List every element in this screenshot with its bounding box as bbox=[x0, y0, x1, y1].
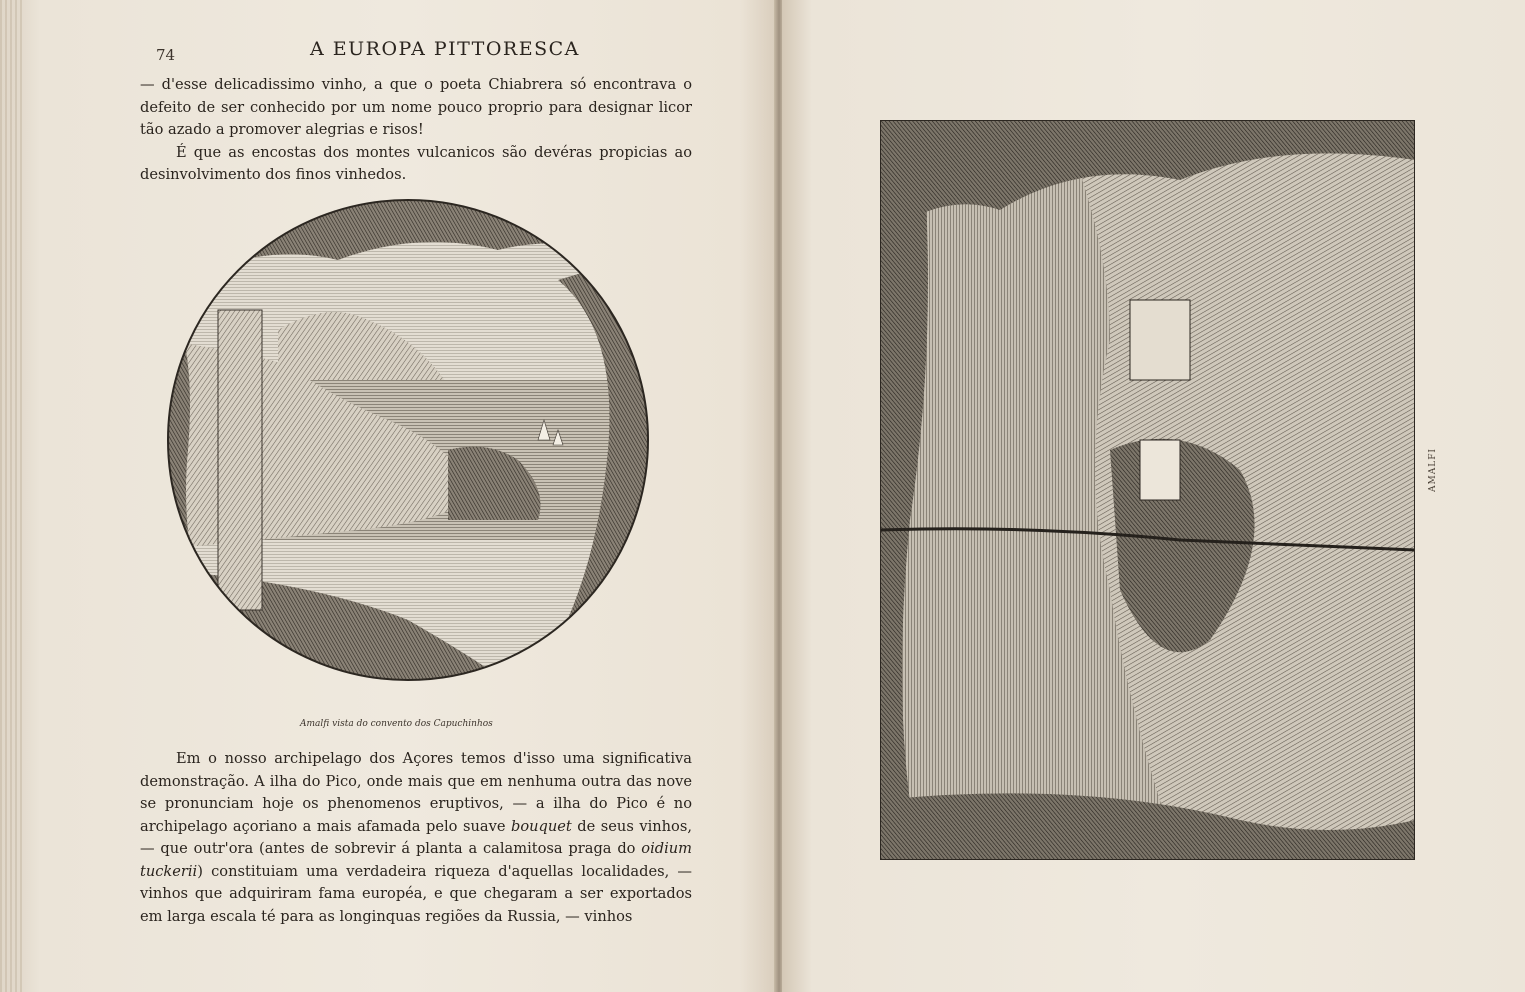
paragraph-3-part-2: de seus vinhos, — que outr'ora (antes de sobrevir á planta a calamitosa praga do bbox=[140, 817, 692, 857]
amalfi-engraving bbox=[158, 190, 658, 690]
paragraph-1: — d'esse delicadissimo vinho, a que o poeta Chiabrera só encontrava o defeito de ser conhecido por um nome pouco proprio para designar licor tão azado a promover alegrias e risos! bbox=[140, 76, 692, 138]
paragraph-3-part-3: ) constituiam uma verdadeira riqueza d'aquellas localidades, — vinhos que adquiriram fama européa, e que chegaram a ser exportados em larga escala té para as longinquas regiões da Russia, — vinhos bbox=[140, 862, 692, 925]
top-text-block bbox=[140, 74, 692, 187]
bottom-text-block bbox=[140, 748, 692, 928]
page-number: 74 bbox=[156, 46, 176, 64]
page-edge bbox=[0, 0, 22, 992]
running-title: A EUROPA PITTORESCA bbox=[310, 38, 580, 60]
paragraph-3 bbox=[140, 748, 692, 928]
paragraph-3-italic-2: oidium tuckerii bbox=[140, 840, 692, 880]
paragraph-3-part-1: Em o nosso archipelago dos Açores temos d'isso uma significativa demonstração. A ilha do Pico, onde mais que em nenhuma outra das nove se pronunciam hoje os phenomenos eruptivos, — a ilha do Pico é no archipelago açoriano a mais afamada pelo suave bbox=[140, 750, 692, 835]
plate-label: AMALFI bbox=[1428, 448, 1438, 492]
amalfi-plate bbox=[880, 120, 1415, 860]
figure-caption: Amalfi vista do convento dos Capuchinhos bbox=[300, 719, 493, 729]
paragraph-3-italic-1: bouquet bbox=[510, 817, 572, 835]
paragraph-2: É que as encostas dos montes vulcanicos são devéras propicias ao desinvolvimento dos finos vinhedos. bbox=[140, 143, 692, 183]
